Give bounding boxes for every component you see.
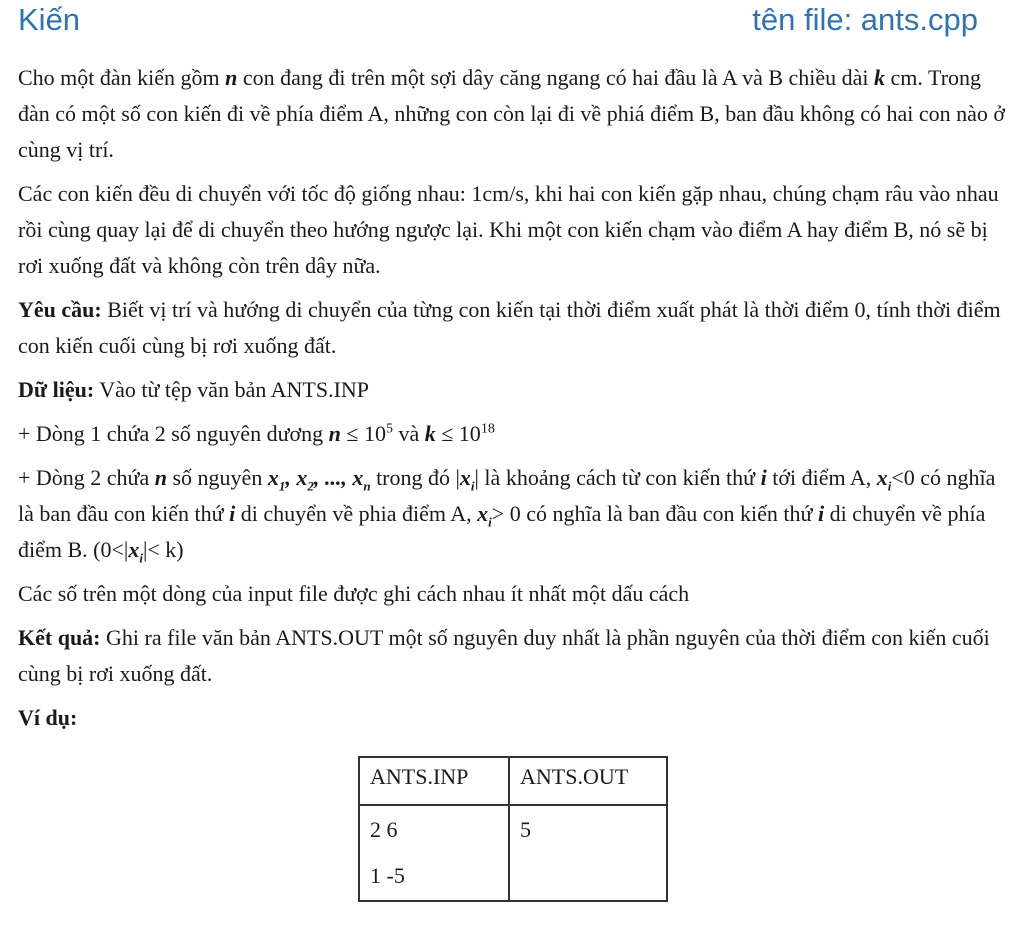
file-name: tên file: ants.cpp bbox=[752, 2, 978, 37]
table-header-row bbox=[359, 757, 667, 805]
paragraph-intro: Cho một đàn kiến gồm n con đang đi trên một sợi dây căng ngang có hai đầu là A và B chiều dài k cm. Trong đàn có một số con kiến đi về phía điểm A, những con còn lại đi về phiá điểm B, ban đầu không có hai con nào ở cùng vị trí. bbox=[18, 65, 1006, 162]
paragraph-separator-note: Các số trên một dòng của input file được ghi cách nhau ít nhất một dấu cách bbox=[18, 581, 690, 606]
paragraph-line2: + Dòng 2 chứa n số nguyên $x_1$, $x_2$, ..., $x_n$ trong đó $|x_i|$ là khoảng cách từ con kiến thứ i tới điểm A, $x_i<0$ có nghĩa là ban đầu con kiến thứ i di chuyển về phia điểm A, $x_i> 0$ có nghĩa là ban đầu con kiến thứ i di chuyển về phía điểm B. $(0<|x_i|< k)$ bbox=[18, 465, 996, 566]
output-line-1: 5 bbox=[520, 817, 531, 842]
example-label: Ví dụ: bbox=[18, 705, 78, 730]
table-header-input: ANTS.INP bbox=[359, 757, 509, 805]
table-cell-input bbox=[359, 805, 509, 901]
paragraph-output: Kết quả: Ghi ra file văn bản ANTS.OUT một số nguyên duy nhất là phần nguyên của thời điểm con kiến cuối cùng bị rơi xuống đất. bbox=[18, 625, 990, 686]
problem-title: Kiến bbox=[18, 2, 81, 37]
paragraph-requirement: Yêu cầu: Biết vị trí và hướng di chuyển của từng con kiến tại thời điểm xuất phát là thời điểm 0, tính thời điểm con kiến cuối cùng bị rơi xuống đất. bbox=[18, 297, 1001, 358]
problem-statement bbox=[18, 60, 1014, 744]
header bbox=[0, 0, 1024, 60]
example-table bbox=[358, 756, 668, 902]
paragraph-movement: Các con kiến đều di chuyển với tốc độ giống nhau: 1cm/s, khi hai con kiến gặp nhau, chúng chạm râu vào nhau rồi cùng quay lại để di chuyển theo hướng ngược lại. Khi một con kiến chạm vào điểm A hay điểm B, nó sẽ bị rơi xuống đất và không còn trên dây nữa. bbox=[18, 181, 999, 278]
paragraph-input: Dữ liệu: Vào từ tệp văn bản ANTS.INP bbox=[18, 377, 370, 402]
input-line-2: 1 -5 bbox=[370, 863, 405, 888]
output-label: Kết quả: bbox=[18, 625, 101, 650]
requirement-label: Yêu cầu: bbox=[18, 297, 102, 322]
input-label: Dữ liệu: bbox=[18, 377, 95, 402]
paragraph-line1: + Dòng 1 chứa 2 số nguyên dương $n \le 10^5$ và $k \le 10^{18}$ bbox=[18, 421, 495, 446]
paragraph-example bbox=[18, 700, 1014, 736]
input-line-1: 2 6 bbox=[370, 817, 398, 842]
table-row bbox=[359, 805, 667, 901]
table-cell-output bbox=[509, 805, 667, 901]
table-header-output: ANTS.OUT bbox=[509, 757, 667, 805]
